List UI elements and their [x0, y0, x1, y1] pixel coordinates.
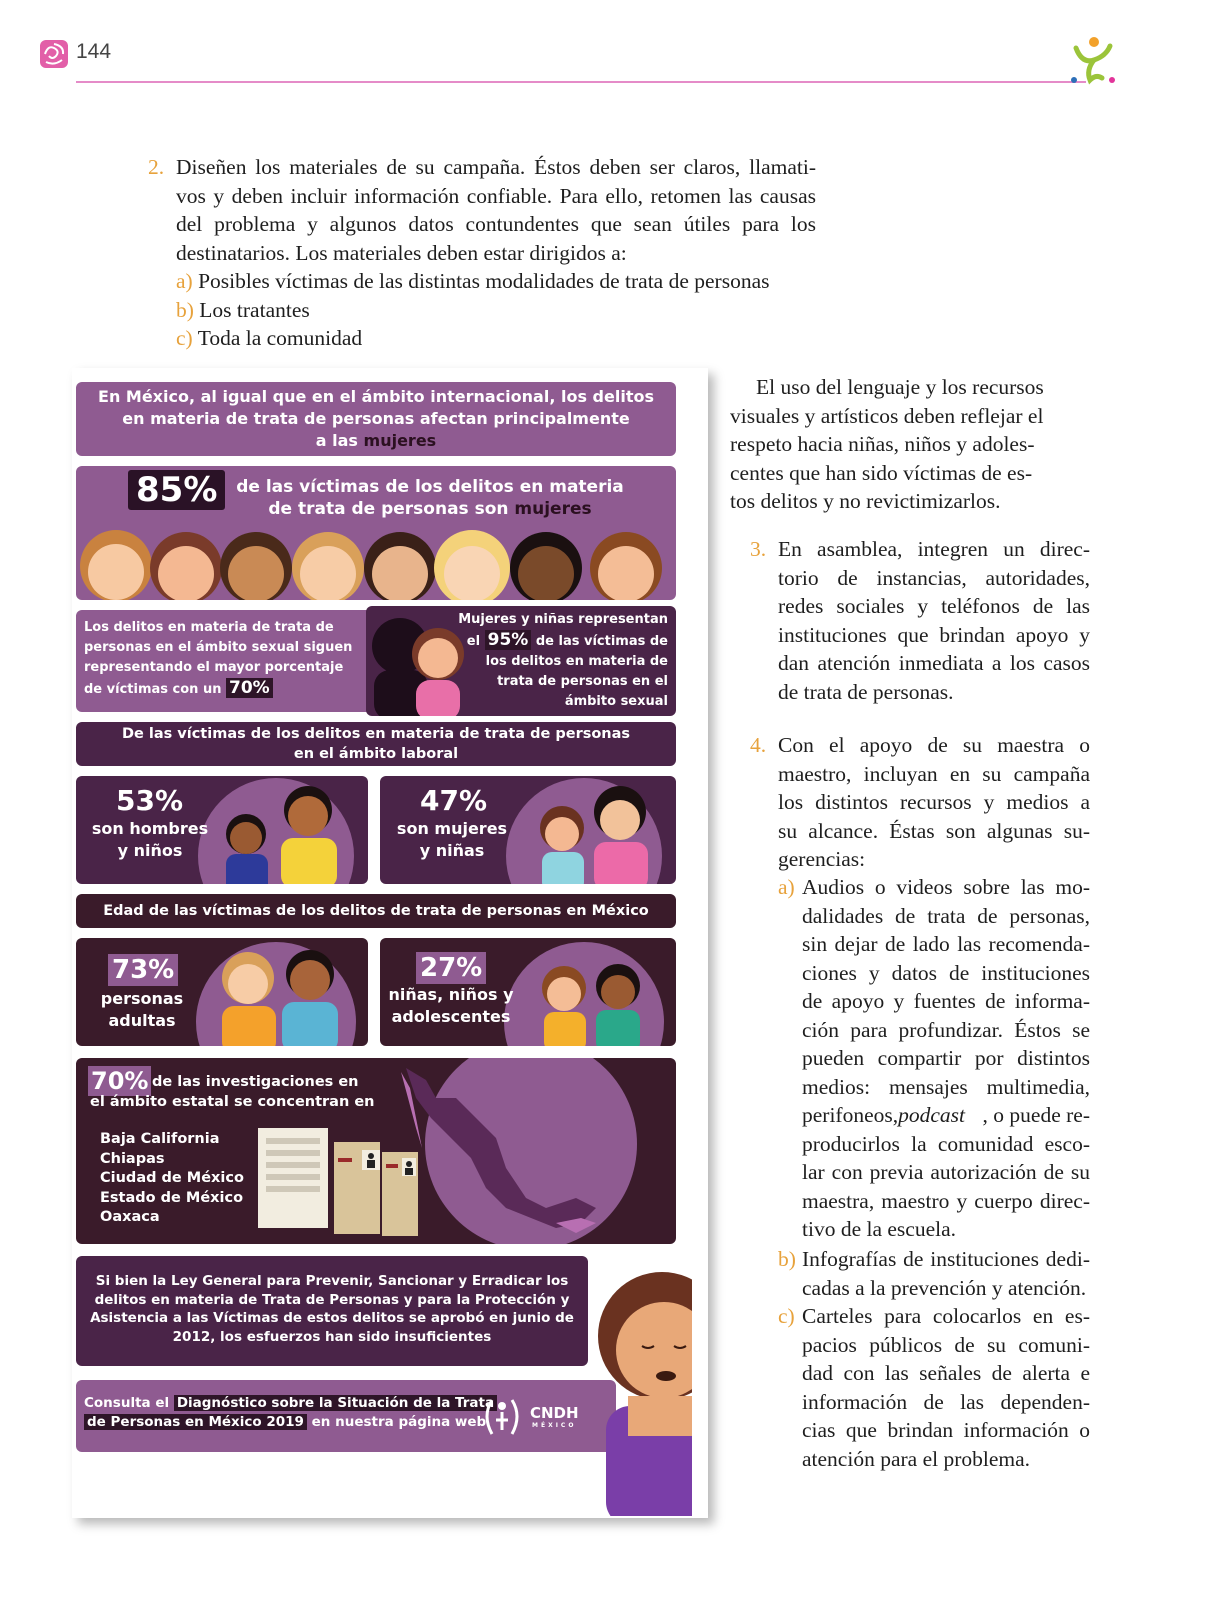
activity-4-number: 4.	[750, 733, 767, 757]
text-line: son hombres	[91, 819, 209, 838]
text-line	[84, 1413, 497, 1432]
list-item: Oaxaca	[100, 1209, 160, 1225]
text-line: En asamblea, integren un direc-	[778, 537, 1090, 561]
text-line: medios: mensajes multimedia,	[802, 1074, 1090, 1099]
list-letter: c)	[778, 1304, 795, 1328]
cndh-logo-icon	[478, 1390, 526, 1440]
intro-line: En México, al igual que en el ámbito internacional, los delitos	[98, 387, 654, 406]
text-fragment: perifoneos,	[802, 1103, 899, 1127]
text-line: redes sociales y teléfonos de las	[778, 594, 1090, 618]
stat-85-line: de las víctimas de los delitos en materia	[236, 477, 624, 497]
stat-27-label	[386, 984, 516, 1028]
text-line: atención para el problema.	[802, 1446, 1031, 1471]
activity-2-number: 2.	[148, 155, 165, 179]
sexual-right-text	[458, 610, 668, 712]
list-item-b	[176, 296, 816, 325]
text-line: Los delitos en materia de trata de	[84, 620, 334, 635]
stat-47-label	[392, 818, 512, 862]
text-fragment: de las víctimas de	[531, 634, 668, 649]
list-letter: b)	[778, 1247, 796, 1271]
text-line: ámbito sexual	[564, 694, 668, 709]
stat-95-value: 95%	[485, 630, 532, 650]
stat-53-value: 53%	[116, 784, 184, 817]
text-line: y niños	[117, 841, 183, 860]
text-line: personas en el ámbito sexual siguen	[84, 640, 353, 655]
labor-men-panel	[76, 776, 368, 884]
stat-53-label	[90, 818, 210, 862]
highlight-word: mujeres	[363, 431, 437, 450]
cndh-logo-sub: MÉXICO	[532, 1422, 577, 1429]
sexual-left-panel	[76, 610, 376, 712]
highlight-text: Diagnóstico sobre la Situación de la Trata	[174, 1395, 497, 1411]
text-line: cadas a la prevención y atención.	[802, 1275, 1087, 1300]
text-line: y niñas	[419, 841, 485, 860]
stat-70-states-value: 70%	[88, 1066, 151, 1096]
stat-27-value: 27%	[416, 952, 486, 984]
list-letter: c)	[176, 326, 193, 350]
text-line: gerencias:	[778, 847, 866, 871]
header-rule	[76, 81, 1086, 83]
text-line: El uso del lenguaje y los recursos	[756, 375, 1044, 399]
text-fragment: de víctimas con un	[84, 682, 226, 697]
text-line	[84, 1394, 497, 1413]
women-faces-illustration	[76, 514, 676, 600]
age-adults-panel	[76, 938, 368, 1046]
files-illustration	[258, 1128, 418, 1238]
text-line: sin dejar de lado las recomenda-	[802, 932, 1090, 956]
activity-4-item-a	[802, 873, 1090, 1244]
list-text: Los tratantes	[199, 297, 310, 322]
text-line: Si bien la Ley General para Prevenir, Sancionar y Erradicar los	[95, 1273, 569, 1289]
text-line: Con el apoyo de su maestra o	[778, 733, 1090, 757]
consult-text	[84, 1394, 497, 1432]
text-line: delitos en materia de Trata de Personas y para la Protección y	[94, 1291, 570, 1308]
labor-header	[76, 722, 676, 766]
text-line: cias que brindan información o	[802, 1418, 1090, 1442]
text-line: son mujeres	[396, 819, 508, 838]
text-line: vos y deben incluir información confiable. Para ello, retomen las causas	[176, 183, 816, 208]
text-line: en el ámbito laboral	[293, 746, 459, 762]
stat-70-value: 70%	[226, 678, 273, 698]
child-figure-icon	[1066, 34, 1118, 86]
text-fragment: el	[466, 634, 485, 649]
activity-4-item-b	[802, 1245, 1090, 1302]
text-fragment: , o puede re-	[982, 1103, 1090, 1127]
stat-85-panel	[76, 466, 676, 600]
text-line: respeto hacia niñas, niños y adoles-	[730, 432, 1035, 456]
list-item: Estado de México	[100, 1189, 244, 1206]
activity-3-text	[778, 535, 1090, 706]
list-item: Ciudad de México	[100, 1170, 244, 1186]
stat-85-value: 85%	[128, 470, 225, 510]
consult-panel	[76, 1380, 616, 1452]
text-line: Diseñen los materiales de su campaña. Éstos deben ser claros, llamati-	[176, 155, 816, 179]
text-line: lar con previa autorización de su	[802, 1160, 1090, 1184]
sad-girl-illustration	[592, 1266, 692, 1516]
text-line: Audios o videos sobre las mo-	[802, 875, 1090, 899]
activity-4-text	[778, 731, 1090, 874]
text-line: de trata de personas.	[778, 679, 954, 704]
activity-4-item-c	[802, 1302, 1090, 1473]
text-line: tivo de la escuela.	[802, 1217, 957, 1241]
states-list	[100, 1130, 244, 1228]
text-line: su alcance. Éstas son algunas su-	[778, 818, 1090, 843]
text-line: De las víctimas de los delitos en materia de trata de personas	[121, 726, 631, 742]
text-line: adolescentes	[391, 1007, 511, 1026]
activity-2-text	[176, 153, 816, 353]
text-line: producirlos la comunidad esco-	[802, 1131, 1090, 1156]
text-line: torio de instancias, autoridades,	[778, 565, 1090, 590]
text-line: 2012, los esfuerzos han sido insuficientes	[172, 1328, 492, 1345]
text-line: dan atención inmediata a los casos	[778, 651, 1090, 675]
text-line: maestra, maestro y cuerpo direc-	[802, 1188, 1090, 1213]
text-line: niñas, niños y	[388, 985, 514, 1004]
age-minors-panel	[380, 938, 676, 1046]
text-line: personas	[100, 989, 184, 1008]
list-text: Toda la comunidad	[197, 326, 363, 350]
italic-term: podcast	[898, 1103, 966, 1127]
highlight-text: de Personas en México 2019	[84, 1414, 307, 1430]
text-line: el ámbito estatal se concentran en	[90, 1094, 375, 1110]
text-line: pueden compartir por distintos	[802, 1046, 1090, 1070]
infographic	[72, 368, 708, 1518]
text-line: Mujeres y niñas representan	[458, 612, 668, 627]
states-panel	[76, 1058, 676, 1244]
text-line	[802, 1101, 1090, 1130]
text-line: del problema y algunos datos contundentes que sean útiles para los	[176, 212, 816, 236]
text-line: maestro, incluyan en su campaña	[778, 761, 1090, 786]
intro-line	[76, 430, 676, 452]
law-panel	[76, 1256, 588, 1366]
side-note	[730, 373, 1050, 516]
text-fragment: en nuestra página web	[306, 1414, 487, 1430]
list-text: Posibles víctimas de las distintas modalidades de trata de personas	[198, 269, 770, 293]
list-letter: b)	[176, 297, 194, 322]
text-line: dad con las señales de alerta e	[802, 1361, 1090, 1385]
list-item-c	[176, 324, 816, 353]
stat-73-label	[82, 988, 202, 1032]
sexual-right-panel	[366, 606, 676, 716]
text-line	[84, 678, 368, 700]
text-line: representando el mayor porcentaje	[84, 660, 344, 675]
text-line: destinatarios. Los materiales deben estar dirigidos a:	[176, 240, 627, 265]
text-line: pacios públicos de su comuni-	[802, 1332, 1090, 1357]
corner-logo-icon	[40, 40, 68, 68]
text-line: Asistencia a las Víctimas de estos delitos se aprobó en junio de	[90, 1310, 574, 1326]
text-line: Carteles para colocarlos en es-	[802, 1304, 1090, 1328]
text-line: adultas	[108, 1011, 176, 1030]
intro-banner	[76, 382, 676, 456]
intro-line: en materia de trata de personas afectan principalmente	[122, 409, 630, 428]
highlight-word: mujeres	[514, 499, 592, 519]
states-text	[90, 1072, 375, 1112]
stat-73-value: 73%	[108, 954, 178, 986]
text-line: ciones y datos de instituciones	[802, 960, 1090, 985]
text-line	[458, 630, 668, 652]
text-line: dalidades de trata de personas,	[802, 903, 1090, 928]
text-line: Infografías de instituciones dedi-	[802, 1247, 1090, 1271]
text-line: ción para profundizar. Éstos se	[802, 1017, 1090, 1042]
stat-47-value: 47%	[420, 784, 488, 817]
text-line: instituciones que brindan apoyo y	[778, 622, 1090, 647]
list-letter: a)	[176, 269, 193, 293]
page-number: 144	[76, 40, 112, 63]
list-item: Chiapas	[100, 1150, 165, 1167]
list-letter: a)	[778, 875, 795, 899]
text-line: visuales y artísticos deben reflejar el	[730, 403, 1044, 428]
text-line: centes que han sido víctimas de es-	[730, 460, 1033, 485]
text-line: tos delitos y no revictimizarlos.	[730, 489, 1001, 513]
list-item: Baja California	[100, 1131, 220, 1147]
text-line: información de las dependen-	[802, 1389, 1090, 1414]
activity-3-number: 3.	[750, 537, 767, 561]
labor-women-panel	[380, 776, 676, 884]
list-item-a	[176, 267, 816, 296]
text-fragment: Consulta el	[84, 1395, 174, 1411]
intro-text: a las	[315, 431, 364, 450]
text-line: de las investigaciones en	[152, 1074, 359, 1090]
text-line: los distintos recursos y medios a	[778, 790, 1090, 814]
stat-85-text-part: de trata de personas son	[268, 499, 515, 519]
cndh-logo-name: CNDH	[530, 1404, 579, 1422]
age-header: Edad de las víctimas de los delitos de trata de personas en México	[76, 894, 676, 928]
text-line: de apoyo y fuentes de informa-	[802, 989, 1090, 1013]
text-line: trata de personas en el	[497, 674, 668, 689]
text-line: los delitos en materia de	[485, 654, 668, 669]
